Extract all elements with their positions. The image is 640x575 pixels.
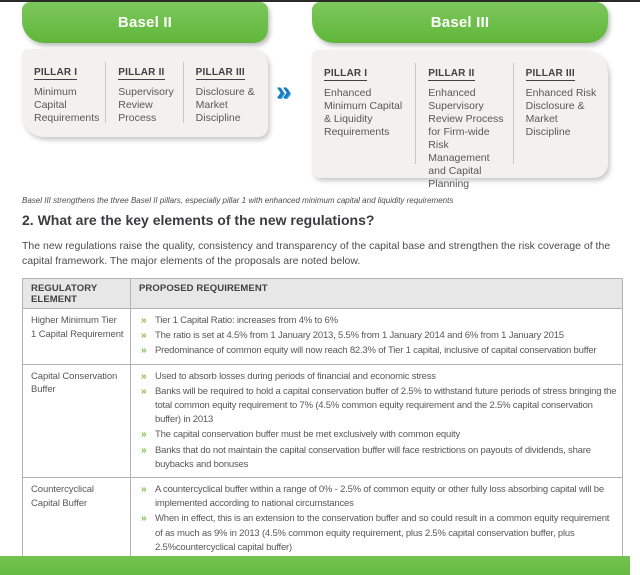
chevron-bullet-icon: »	[141, 315, 147, 326]
pillar-text: Enhanced Risk Disclosure & Market Discipline	[525, 87, 597, 138]
chevron-bullet-icon: »	[141, 484, 147, 496]
pillar-heading: PILLAR III	[525, 68, 575, 79]
requirement-item	[141, 428, 618, 442]
chevron-bullet-icon: »	[141, 345, 147, 357]
requirement-text: Banks will be required to hold a capital conservation buffer of 2.5% to withstand future periods of stress bringing the total common equity requirement to 7% (4.5% common equity requirement and the 2.5% capital conservation buffer) in 2013	[155, 385, 617, 426]
requirement-text: Tier 1 Capital Ratio: increases from 4% to 6%	[155, 315, 338, 326]
basel-2-title: Basel II	[117, 14, 173, 31]
pillar-heading: PILLAR III	[195, 67, 245, 78]
requirement-item	[141, 483, 618, 511]
requirement-item	[141, 512, 618, 555]
column-header-regulatory-element: REGULATORY ELEMENT	[23, 279, 131, 309]
requirement-text: When in effect, this is an extension to the conservation buffer and so could result in a common equity requirement of as much as 9% in 2013 (4.5% common equity requirement, plus 2.5% capital conservation buffer, plus 2.5%countercyclical capital buffer)	[155, 513, 610, 553]
basel-2-banner	[22, 2, 268, 43]
pillar-text: Minimum Capital Requirements	[34, 86, 100, 124]
pillar-text: Disclosure & Market Discipline	[195, 86, 255, 124]
table-row	[23, 364, 623, 477]
basel-3-pillar-2	[416, 50, 512, 190]
section-heading: 2. What are the key elements of the new regulations?	[22, 212, 375, 228]
basel-2-pillar-box	[22, 49, 268, 137]
basel-2-pillar-1	[22, 49, 105, 137]
requirement-text: A countercyclical buffer within a range of 0% - 2.5% of common equity or other fully loss absorbing capital will be implemented according to national circumstances	[155, 484, 604, 510]
chevron-bullet-icon: »	[141, 385, 147, 397]
requirement-item	[141, 370, 618, 384]
requirement-item	[141, 385, 618, 428]
requirement-text: The ratio is set at 4.5% from 1 January 2013, 5.5% from 1 January 2014 and 6% from 1 January 2015	[155, 330, 564, 342]
table-header-row	[23, 279, 623, 309]
pillar-text: Enhanced Supervisory Review Process for Firm-wide Risk Management and Capital Planning	[428, 87, 504, 190]
regulatory-element-cell: Capital Conservation Buffer	[23, 364, 131, 477]
footer-green-bar	[0, 556, 630, 575]
pillar-heading: PILLAR I	[324, 68, 368, 79]
table-row	[23, 309, 623, 365]
chevron-bullet-icon: »	[141, 370, 147, 382]
chevron-bullet-icon: »	[141, 513, 147, 525]
proposed-requirement-cell	[131, 364, 623, 477]
requirement-text: The capital conservation buffer must be met exclusively with common equity	[155, 429, 461, 441]
pillar-heading: PILLAR II	[118, 67, 165, 78]
regulatory-element-cell: Countercyclical Capital Buffer	[23, 478, 131, 561]
diagram-caption: Basel III strengthens the three Basel II pillars, especially pillar 1 with enhanced minimum capital and liquidity requirements	[22, 196, 454, 205]
column-header-proposed-requirement: PROPOSED REQUIREMENT	[131, 279, 623, 309]
section-intro: The new regulations raise the quality, consistency and transparency of the capital base and strengthen the risk coverage of the capital framework. The major elements of the proposals are noted below.	[22, 240, 611, 267]
requirement-item	[141, 344, 618, 358]
basel-3-pillar-3	[514, 50, 608, 178]
pillar-text: Enhanced Minimum Capital & Liquidity Requirements	[324, 87, 403, 138]
pillar-heading: PILLAR I	[34, 67, 78, 78]
regulatory-element-cell: Higher Minimum Tier 1 Capital Requirement	[23, 309, 131, 365]
requirement-text: Banks that do not maintain the capital conservation buffer will face restrictions on payouts of dividends, share buybacks and bonuses	[155, 444, 591, 470]
basel-3-pillar-box	[312, 50, 608, 190]
pillar-heading: PILLAR II	[428, 68, 475, 79]
chevron-bullet-icon: »	[141, 330, 147, 342]
double-chevron-arrow-icon: »	[276, 76, 292, 106]
proposed-requirement-cell	[131, 309, 623, 365]
basel-3-banner	[312, 2, 608, 43]
requirement-item	[141, 329, 618, 343]
chevron-bullet-icon: »	[141, 444, 147, 456]
pillar-text: Supervisory Review Process	[118, 86, 174, 124]
basel-2-pillar-2	[106, 49, 182, 137]
basel-3-pillar-1	[312, 50, 415, 178]
regulations-table	[22, 278, 623, 561]
requirement-item	[141, 444, 618, 472]
chevron-bullet-icon: »	[141, 429, 147, 441]
requirement-text: Predominance of common equity will now reach 82.3% of Tier 1 capital, inclusive of capital conservation buffer	[155, 345, 597, 357]
basel-2-pillar-3	[184, 49, 268, 137]
table-row	[23, 478, 623, 561]
proposed-requirement-cell	[131, 478, 623, 561]
requirement-item	[141, 314, 618, 328]
requirement-text: Used to absorb losses during periods of financial and economic stress	[155, 370, 436, 382]
basel-3-title: Basel III	[430, 14, 490, 31]
